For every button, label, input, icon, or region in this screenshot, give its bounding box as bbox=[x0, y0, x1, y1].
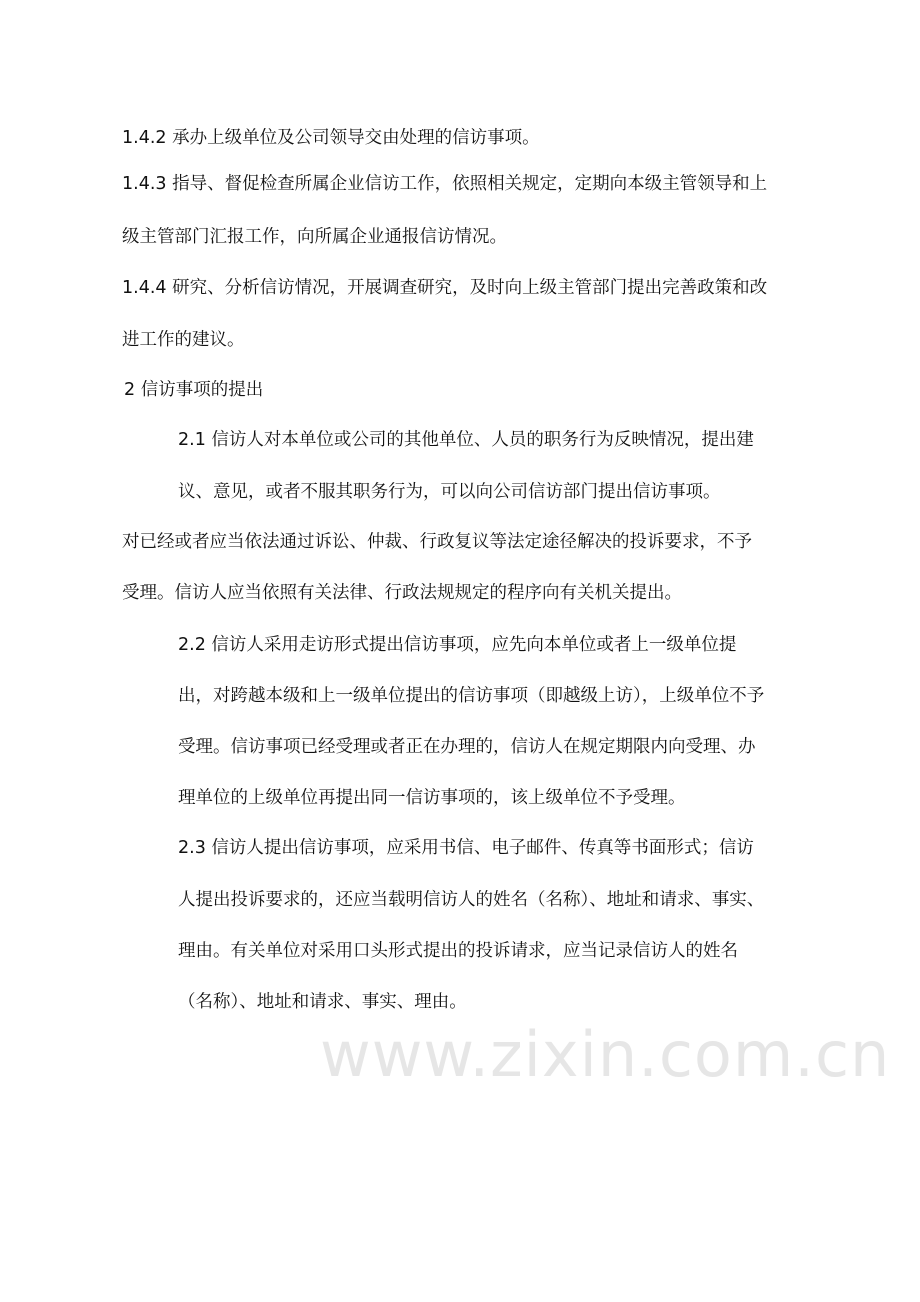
text-line-complaint-cont: 受理。信访人应当依照有关法律、行政法规规定的程序向有关机关提出。 bbox=[122, 583, 682, 603]
text-line-1-4-4: 1.4.4 研究、分析信访情况，开展调查研究，及时向上级主管部门提出完善政策和改 bbox=[122, 278, 768, 298]
text-line-1-4-4-cont: 进工作的建议。 bbox=[122, 330, 245, 350]
text-line-2-2: 2.2 信访人采用走访形式提出信访事项，应先向本单位或者上一级单位提 bbox=[178, 635, 737, 655]
text-line-2-3: 2.3 信访人提出信访事项，应采用书信、电子邮件、传真等书面形式；信访 bbox=[178, 838, 754, 858]
watermark-text: www.zixin.com.cn bbox=[320, 1018, 891, 1091]
text-line-2-2-cont-3: 理单位的上级单位再提出同一信访事项的，该上级单位不予受理。 bbox=[178, 788, 686, 808]
text-line-1-4-3: 1.4.3 指导、督促检查所属企业信访工作，依照相关规定，定期向本级主管领导和上 bbox=[122, 174, 768, 194]
text-line-1-4-2: 1.4.2 承办上级单位及公司领导交由处理的信访事项。 bbox=[122, 128, 540, 148]
text-line-2-2-cont-1: 出，对跨越本级和上一级单位提出的信访事项（即越级上访），上级单位不予 bbox=[178, 686, 765, 706]
text-line-2-3-cont-1: 人提出投诉要求的，还应当载明信访人的姓名（名称）、地址和请求、事实、 bbox=[178, 890, 765, 910]
text-line-2-1-cont: 议、意见，或者不服其职务行为，可以向公司信访部门提出信访事项。 bbox=[178, 482, 721, 502]
text-line-2-3-cont-3: （名称）、地址和请求、事实、理由。 bbox=[178, 992, 467, 1012]
section-heading-2: 2 信访事项的提出 bbox=[124, 380, 264, 400]
text-line-complaint: 对已经或者应当依法通过诉讼、仲裁、行政复议等法定途径解决的投诉要求，不予 bbox=[122, 532, 752, 552]
text-line-2-2-cont-2: 受理。信访事项已经受理或者正在办理的，信访人在规定期限内向受理、办 bbox=[178, 737, 756, 757]
text-line-2-3-cont-2: 理由。有关单位对采用口头形式提出的投诉请求，应当记录信访人的姓名 bbox=[178, 941, 738, 961]
text-line-2-1: 2.1 信访人对本单位或公司的其他单位、人员的职务行为反映情况，提出建 bbox=[178, 430, 754, 450]
text-line-1-4-3-cont: 级主管部门汇报工作，向所属企业通报信访情况。 bbox=[122, 227, 507, 247]
